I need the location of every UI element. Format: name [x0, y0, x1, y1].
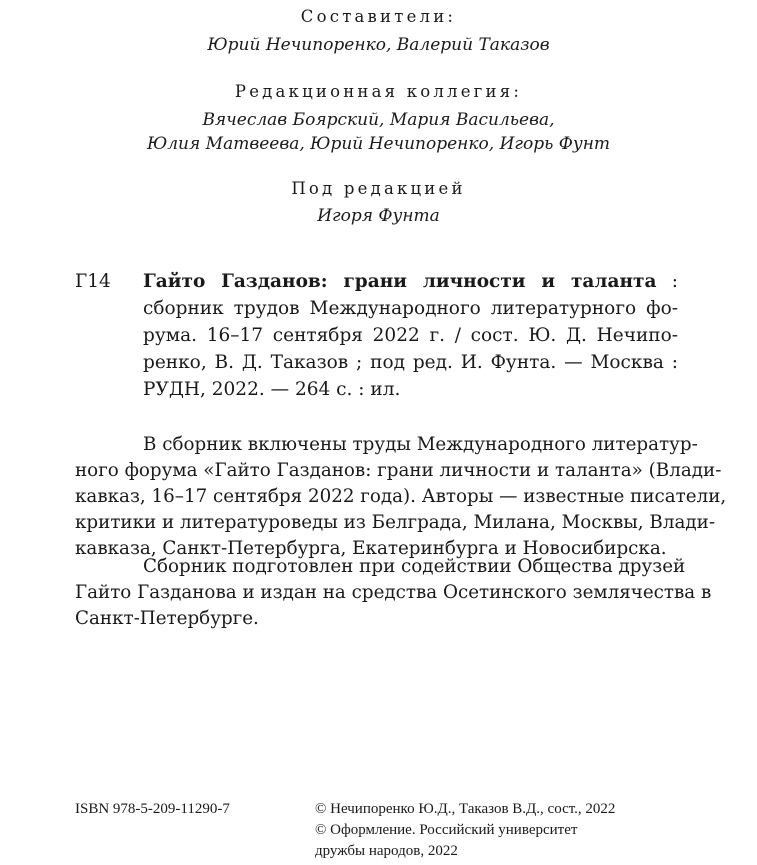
editorial-board-heading: Редакционная коллегия:: [234, 82, 523, 101]
annotation-line-8: Санкт-Петербурге.: [75, 608, 259, 629]
isbn: ISBN 978-5-209-11290-7: [75, 801, 230, 817]
annotation-line-5: кавказа, Санкт-Петербурга, Екатеринбурга и Новосибирска.: [75, 538, 667, 559]
catalog-line-3: рума. 16–17 сентября 2022 г. / сост. Ю. Д. Нечипо-: [143, 325, 678, 346]
catalog-code: Г14: [75, 271, 111, 292]
annotation-line-7: Гайто Газданова и издан на средства Осетинского землячества в: [75, 582, 712, 603]
compilers-names: Юрий Нечипоренко, Валерий Таказов: [207, 35, 550, 55]
compilers-heading: Составители:: [300, 7, 457, 26]
copyright-compilers: © Нечипоренко Ю.Д., Таказов В.Д., сост., 2022: [315, 801, 616, 817]
copyright-design-cont: дружбы народов, 2022: [315, 843, 458, 859]
edited-by-heading: Под редакцией: [291, 179, 466, 198]
editorial-board-line1: Вячеслав Боярский, Мария Васильева,: [202, 110, 555, 130]
edited-by-name: Игоря Фунта: [317, 206, 440, 226]
annotation-line-1: В сборник включены труды Международного литератур-: [143, 434, 698, 455]
catalog-line-5: РУДН, 2022. — 264 с. : ил.: [143, 379, 401, 400]
annotation-line-4: критики и литературоведы из Белграда, Милана, Москвы, Влади-: [75, 512, 715, 533]
catalog-title-tail: :: [656, 271, 678, 292]
annotation-line-6: Сборник подготовлен при содействии Общества друзей: [143, 556, 686, 577]
editorial-board-line2: Юлия Матвеева, Юрий Нечипоренко, Игорь Фунт: [146, 134, 611, 154]
catalog-line-4: ренко, В. Д. Таказов ; под ред. И. Фунта. — Москва :: [143, 352, 678, 373]
catalog-title: Гайто Газданов: грани личности и таланта: [143, 271, 657, 292]
copyright-design: © Оформление. Российский университет: [315, 822, 578, 838]
catalog-line-2: сборник трудов Международного литературного фо-: [143, 298, 678, 319]
catalog-line-1: [143, 271, 678, 292]
annotation-line-2: ного форума «Гайто Газданов: грани личности и таланта» (Влади-: [75, 460, 722, 481]
annotation-line-3: кавказ, 16–17 сентября 2022 года). Авторы — известные писатели,: [75, 486, 727, 507]
